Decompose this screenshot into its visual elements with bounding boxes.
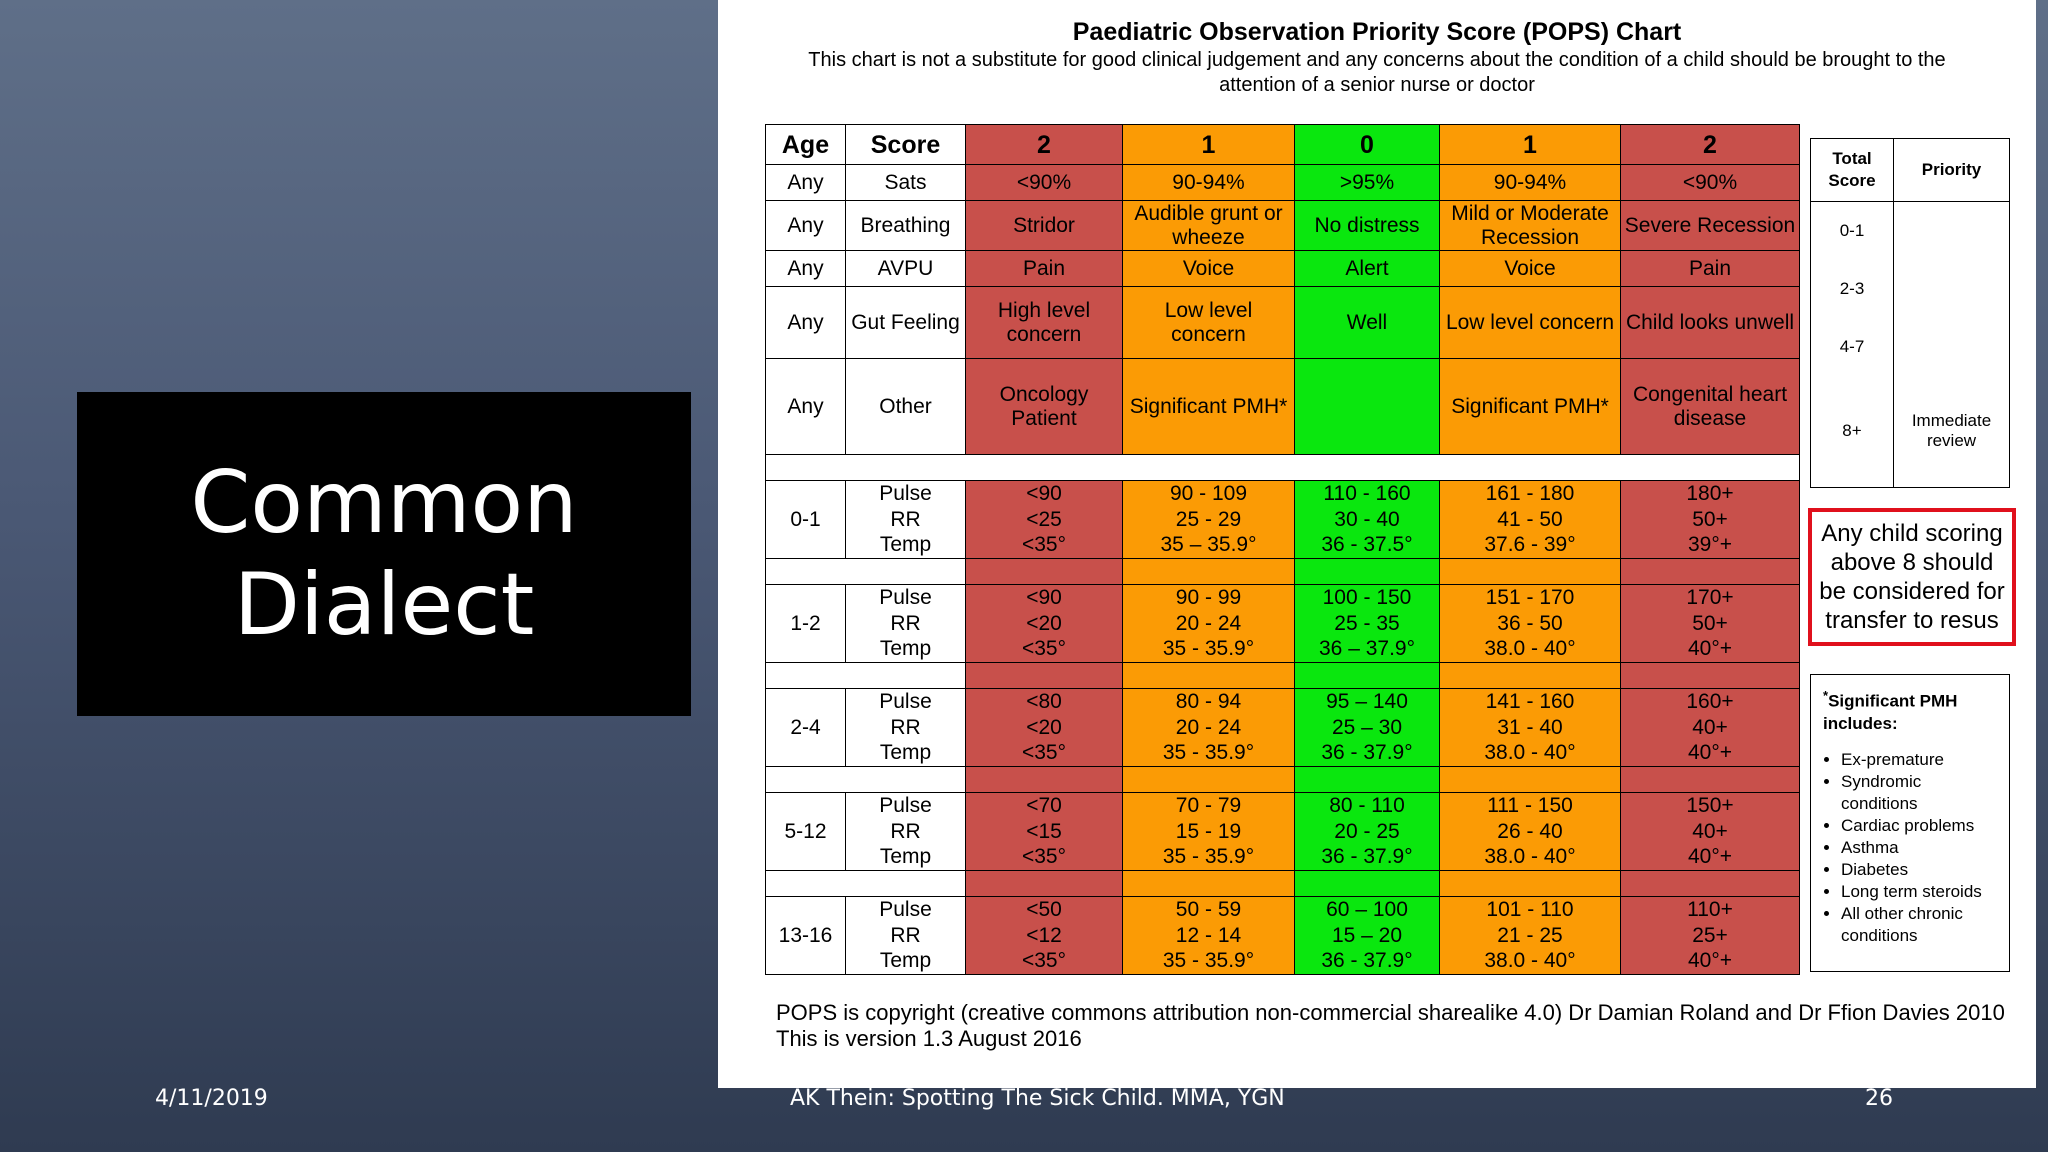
parameter-cell: Sats <box>846 165 966 201</box>
score-cell: <35° <box>966 741 1123 767</box>
score-cell: 36 - 37.9° <box>1295 949 1440 975</box>
score-cell: 20 - 25 <box>1295 819 1440 845</box>
score-cell: 50+ <box>1621 507 1800 533</box>
pmh-list-item: • Asthma <box>1841 837 1997 859</box>
table-row <box>766 287 1800 359</box>
score-header-2: 2 <box>966 125 1123 165</box>
slide-title <box>77 452 691 656</box>
pmh-list-item: • Syndromic conditions <box>1841 771 1997 815</box>
spacer-cell <box>1123 663 1295 689</box>
score-cell: 90 - 99 <box>1123 585 1295 611</box>
table-row <box>766 949 1800 975</box>
table-row <box>766 481 1800 507</box>
score-cell: 20 - 24 <box>1123 715 1295 741</box>
table-row <box>766 637 1800 663</box>
priority-score: 0-1 <box>1811 202 1894 261</box>
score-cell: 111 - 150 <box>1440 793 1621 819</box>
score-cell: Significant PMH* <box>1440 359 1621 455</box>
pops-chart-image <box>718 0 2036 1088</box>
parameter-cell: Temp <box>846 637 966 663</box>
parameter-cell: Pulse <box>846 793 966 819</box>
age-cell: Any <box>766 251 846 287</box>
score-cell: 161 - 180 <box>1440 481 1621 507</box>
score-cell: 40°+ <box>1621 949 1800 975</box>
chart-subtitle: This chart is not a substitute for good clinical judgement and any concerns about the condition of a child should be brought to the attention of a senior nurse or doctor <box>808 49 1946 96</box>
priority-value <box>1894 202 2010 261</box>
spacer-cell <box>766 455 1800 481</box>
score-cell: Voice <box>1123 251 1295 287</box>
slide-title-line2: Dialect <box>233 555 535 655</box>
score-cell: 25 - 29 <box>1123 507 1295 533</box>
score-header-2: 2 <box>1621 125 1800 165</box>
score-cell: 20 - 24 <box>1123 611 1295 637</box>
parameter-cell: RR <box>846 715 966 741</box>
table-row <box>766 923 1800 949</box>
copyright-line1: POPS is copyright (creative commons attribution non-commercial sharealike 4.0) Dr Damian Roland and Dr Ffion Davies 2010 <box>776 1000 2005 1025</box>
priority-score: 2-3 <box>1811 261 1894 319</box>
parameter-cell: Pulse <box>846 481 966 507</box>
parameter-cell: Other <box>846 359 966 455</box>
score-cell: 40+ <box>1621 819 1800 845</box>
score-cell: <90 <box>966 585 1123 611</box>
spacer-cell <box>766 559 966 585</box>
score-cell: 80 - 110 <box>1295 793 1440 819</box>
parameter-cell: RR <box>846 819 966 845</box>
score-cell: 36 - 37.9° <box>1295 741 1440 767</box>
parameter-cell: Temp <box>846 533 966 559</box>
age-group-cell: 13-16 <box>766 897 846 975</box>
score-cell: 39°+ <box>1621 533 1800 559</box>
score-cell <box>1295 359 1440 455</box>
score-cell: 90-94% <box>1440 165 1621 201</box>
score-cell: >95% <box>1295 165 1440 201</box>
score-cell: Severe Recession <box>1621 201 1800 251</box>
spacer-cell <box>1440 767 1621 793</box>
priority-value <box>1894 318 2010 376</box>
score-cell: 40°+ <box>1621 845 1800 871</box>
score-cell: 40°+ <box>1621 741 1800 767</box>
spacer-cell <box>1621 871 1800 897</box>
spacer-row <box>766 871 1800 897</box>
parameter-cell: Temp <box>846 741 966 767</box>
parameter-cell: RR <box>846 923 966 949</box>
pops-table <box>765 124 1800 975</box>
score-cell: Low level concern <box>1123 287 1295 359</box>
table-row <box>766 845 1800 871</box>
parameter-cell: Gut Feeling <box>846 287 966 359</box>
score-cell: 15 - 19 <box>1123 819 1295 845</box>
slide-footer: AK Thein: Spotting The Sick Child. MMA, YGN <box>790 1086 1285 1111</box>
spacer-row <box>766 663 1800 689</box>
spacer-cell <box>1440 663 1621 689</box>
score-cell: 40°+ <box>1621 637 1800 663</box>
score-cell: 36 – 37.9° <box>1295 637 1440 663</box>
resus-alert-box: Any child scoring above 8 should be considered for transfer to resus <box>1808 508 2016 646</box>
priority-value: Immediate review <box>1911 411 1992 451</box>
score-cell: 38.0 - 40° <box>1440 741 1621 767</box>
parameter-cell: AVPU <box>846 251 966 287</box>
score-cell: 35 - 35.9° <box>1123 741 1295 767</box>
pmh-list <box>1823 749 1997 947</box>
score-cell: Significant PMH* <box>1123 359 1295 455</box>
spacer-cell <box>966 559 1123 585</box>
score-cell: Low level concern <box>1440 287 1621 359</box>
score-cell: 36 - 50 <box>1440 611 1621 637</box>
pmh-list-item: • Ex-premature <box>1841 749 1997 771</box>
table-row <box>766 533 1800 559</box>
score-cell: <15 <box>966 819 1123 845</box>
slide-title-line1: Common <box>190 453 578 553</box>
spacer-cell <box>1123 871 1295 897</box>
pmh-title-text: Significant PMH includes: <box>1823 691 1958 733</box>
table-row <box>766 507 1800 533</box>
age-cell: Any <box>766 359 846 455</box>
score-cell: No distress <box>1295 201 1440 251</box>
score-cell: 101 - 110 <box>1440 897 1621 923</box>
score-cell: 25 – 30 <box>1295 715 1440 741</box>
score-cell: 15 – 20 <box>1295 923 1440 949</box>
score-cell: Congenital heart disease <box>1621 359 1800 455</box>
parameter-cell: RR <box>846 507 966 533</box>
score-cell: 21 - 25 <box>1440 923 1621 949</box>
slide-title-box <box>77 392 691 716</box>
score-cell: <50 <box>966 897 1123 923</box>
score-cell: <12 <box>966 923 1123 949</box>
score-cell: 141 - 160 <box>1440 689 1621 715</box>
score-cell: Alert <box>1295 251 1440 287</box>
table-row <box>766 689 1800 715</box>
score-cell: <90 <box>966 481 1123 507</box>
age-cell: Any <box>766 165 846 201</box>
pmh-list-item: • All other chronic conditions <box>1841 903 1997 947</box>
score-cell: Voice <box>1440 251 1621 287</box>
score-cell: <20 <box>966 611 1123 637</box>
score-cell: 38.0 - 40° <box>1440 637 1621 663</box>
spacer-row <box>766 455 1800 481</box>
spacer-cell <box>1295 663 1440 689</box>
header-age: Age <box>766 125 846 165</box>
age-group-cell: 0-1 <box>766 481 846 559</box>
score-cell: 35 – 35.9° <box>1123 533 1295 559</box>
score-cell: 35 - 35.9° <box>1123 845 1295 871</box>
spacer-cell <box>1295 767 1440 793</box>
score-cell: Audible grunt or wheeze <box>1123 201 1295 251</box>
pmh-title: *Significant PMH includes: <box>1823 688 1958 733</box>
spacer-cell <box>1621 767 1800 793</box>
score-cell: 35 - 35.9° <box>1123 637 1295 663</box>
score-cell: <70 <box>966 793 1123 819</box>
spacer-cell <box>1440 559 1621 585</box>
age-group-cell: 5-12 <box>766 793 846 871</box>
copyright-note <box>776 1000 2006 1052</box>
spacer-cell <box>1440 871 1621 897</box>
score-header-0: 0 <box>1295 125 1440 165</box>
score-cell: 25+ <box>1621 923 1800 949</box>
age-cell: Any <box>766 201 846 251</box>
header-score: Score <box>846 125 966 165</box>
table-row <box>766 715 1800 741</box>
score-cell: 50+ <box>1621 611 1800 637</box>
parameter-cell: Temp <box>846 845 966 871</box>
score-cell: 60 – 100 <box>1295 897 1440 923</box>
table-row <box>766 201 1800 251</box>
score-cell: 80 - 94 <box>1123 689 1295 715</box>
spacer-cell <box>966 767 1123 793</box>
spacer-cell <box>1621 559 1800 585</box>
score-cell: 150+ <box>1621 793 1800 819</box>
score-cell: <35° <box>966 533 1123 559</box>
score-cell: 110 - 160 <box>1295 481 1440 507</box>
score-cell: 110+ <box>1621 897 1800 923</box>
spacer-cell <box>766 767 966 793</box>
score-cell: 180+ <box>1621 481 1800 507</box>
spacer-cell <box>966 663 1123 689</box>
parameter-cell: Pulse <box>846 897 966 923</box>
spacer-cell <box>766 871 966 897</box>
significant-pmh-box <box>1810 674 2010 972</box>
age-group-cell: 2-4 <box>766 689 846 767</box>
score-cell: Pain <box>966 251 1123 287</box>
score-cell: <35° <box>966 637 1123 663</box>
parameter-cell: Pulse <box>846 585 966 611</box>
score-cell: 90-94% <box>1123 165 1295 201</box>
score-cell: 100 - 150 <box>1295 585 1440 611</box>
parameter-cell: Pulse <box>846 689 966 715</box>
spacer-cell <box>1295 871 1440 897</box>
score-cell: Child looks unwell <box>1621 287 1800 359</box>
table-row <box>766 793 1800 819</box>
score-cell: 160+ <box>1621 689 1800 715</box>
score-cell: Mild or Moderate Recession <box>1440 201 1621 251</box>
table-row <box>766 165 1800 201</box>
score-cell: 90 - 109 <box>1123 481 1295 507</box>
score-cell: 95 – 140 <box>1295 689 1440 715</box>
score-cell: 26 - 40 <box>1440 819 1621 845</box>
score-cell: <20 <box>966 715 1123 741</box>
spacer-row <box>766 559 1800 585</box>
spacer-cell <box>966 871 1123 897</box>
table-row <box>766 897 1800 923</box>
chart-title: Paediatric Observation Priority Score (POPS) Chart <box>1072 18 1682 46</box>
score-cell: 35 - 35.9° <box>1123 949 1295 975</box>
priority-score: 4-7 <box>1811 318 1894 376</box>
spacer-cell <box>1123 767 1295 793</box>
score-header-1: 1 <box>1440 125 1621 165</box>
score-cell: 50 - 59 <box>1123 897 1295 923</box>
slide-date: 4/11/2019 <box>155 1086 268 1111</box>
slide-number: 26 <box>1865 1086 1893 1111</box>
spacer-cell <box>1621 663 1800 689</box>
priority-header: Priority <box>1894 139 2010 202</box>
score-cell: 38.0 - 40° <box>1440 949 1621 975</box>
score-cell: 70 - 79 <box>1123 793 1295 819</box>
score-cell: 170+ <box>1621 585 1800 611</box>
score-cell: High level concern <box>966 287 1123 359</box>
score-cell: 36 - 37.9° <box>1295 845 1440 871</box>
parameter-cell: RR <box>846 611 966 637</box>
priority-score: 8+ <box>1811 376 1894 488</box>
parameter-cell: Breathing <box>846 201 966 251</box>
score-cell: Stridor <box>966 201 1123 251</box>
priority-table <box>1810 138 2010 488</box>
table-row <box>766 819 1800 845</box>
spacer-cell <box>766 663 966 689</box>
pmh-list-item: • Cardiac problems <box>1841 815 1997 837</box>
spacer-cell <box>1295 559 1440 585</box>
parameter-cell: Temp <box>846 949 966 975</box>
score-cell: Oncology Patient <box>966 359 1123 455</box>
spacer-cell <box>1123 559 1295 585</box>
score-cell: 36 - 37.5° <box>1295 533 1440 559</box>
age-cell: Any <box>766 287 846 359</box>
table-row <box>766 611 1800 637</box>
score-cell: <90% <box>1621 165 1800 201</box>
score-cell: <80 <box>966 689 1123 715</box>
score-cell: 37.6 - 39° <box>1440 533 1621 559</box>
score-cell: 151 - 170 <box>1440 585 1621 611</box>
table-row <box>766 585 1800 611</box>
score-cell: Pain <box>1621 251 1800 287</box>
score-cell: <35° <box>966 845 1123 871</box>
score-cell: Well <box>1295 287 1440 359</box>
score-cell: 38.0 - 40° <box>1440 845 1621 871</box>
total-score-header: Total Score <box>1811 139 1894 202</box>
pmh-list-item: • Long term steroids <box>1841 881 1997 903</box>
score-cell: 30 - 40 <box>1295 507 1440 533</box>
score-cell: 25 - 35 <box>1295 611 1440 637</box>
score-cell: <90% <box>966 165 1123 201</box>
score-header-1: 1 <box>1123 125 1295 165</box>
table-row <box>766 251 1800 287</box>
priority-value <box>1894 261 2010 319</box>
score-cell: 31 - 40 <box>1440 715 1621 741</box>
score-cell: <35° <box>966 949 1123 975</box>
score-cell: 40+ <box>1621 715 1800 741</box>
spacer-row <box>766 767 1800 793</box>
score-cell: 12 - 14 <box>1123 923 1295 949</box>
table-row <box>766 359 1800 455</box>
score-cell: <25 <box>966 507 1123 533</box>
table-row <box>766 741 1800 767</box>
age-group-cell: 1-2 <box>766 585 846 663</box>
pmh-list-item: • Diabetes <box>1841 859 1997 881</box>
copyright-line2: This is version 1.3 August 2016 <box>776 1026 1082 1051</box>
score-cell: 41 - 50 <box>1440 507 1621 533</box>
